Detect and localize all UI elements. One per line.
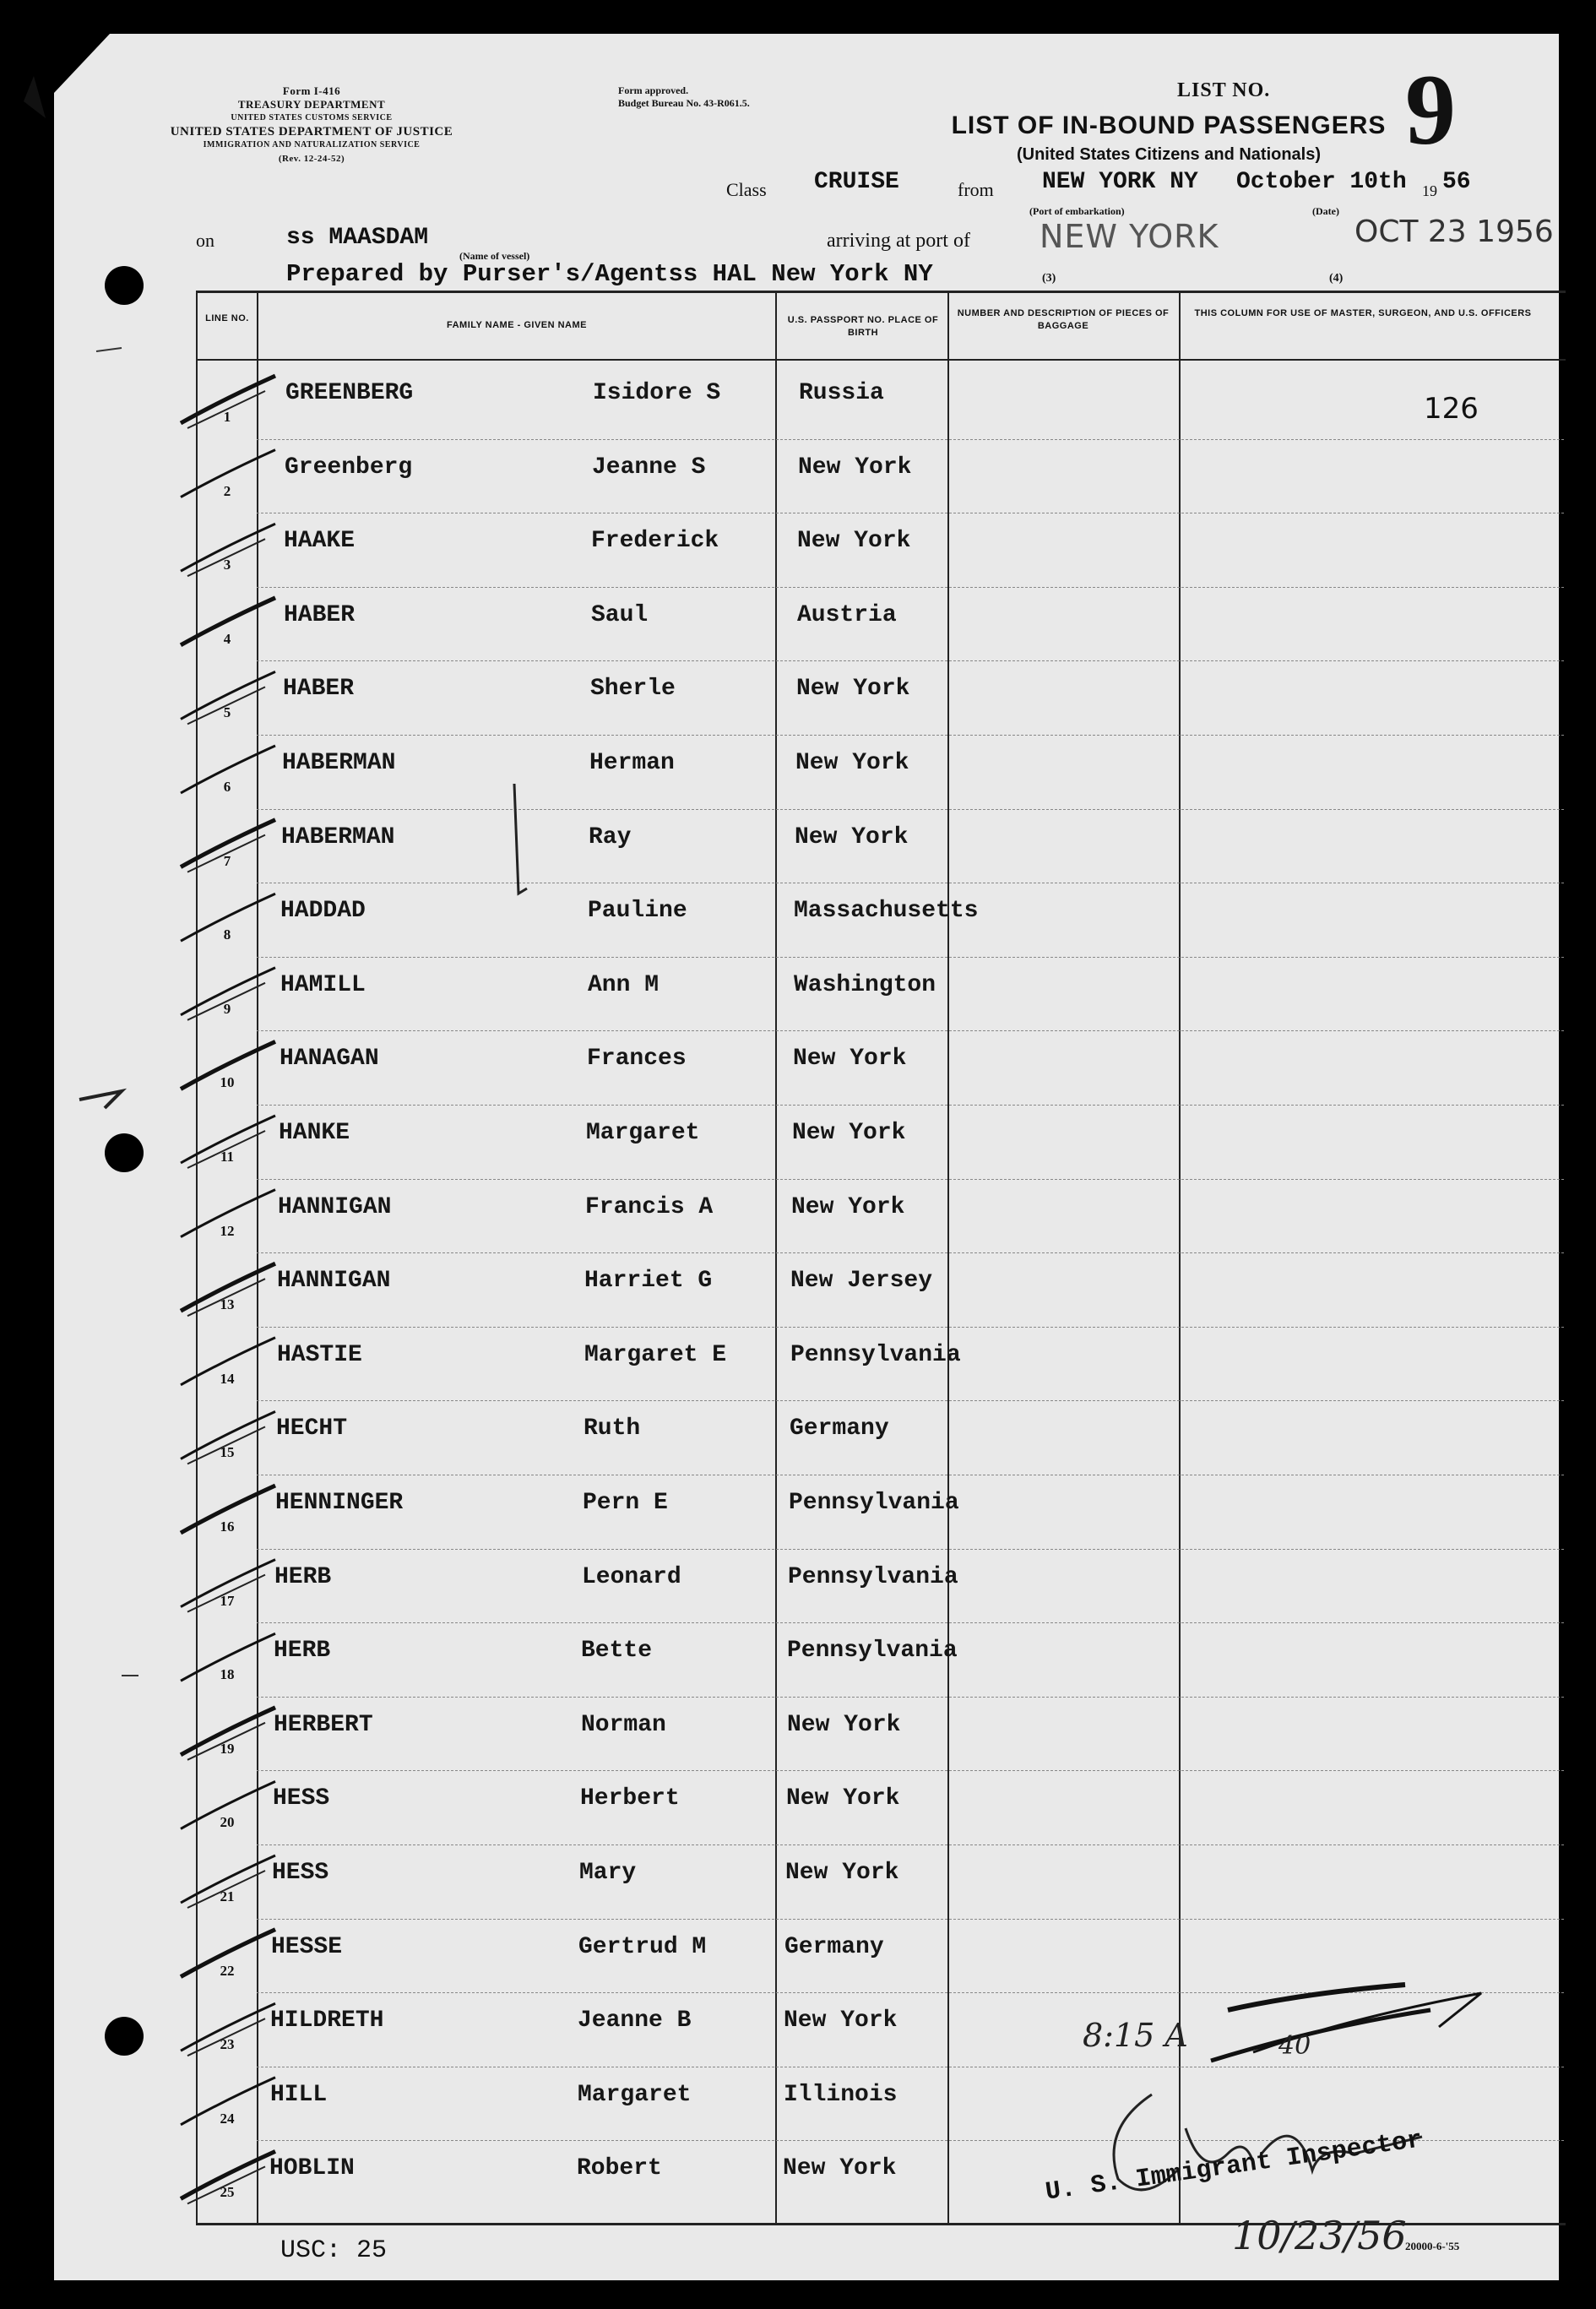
check-mark-stroke [187, 539, 265, 576]
family-name: HANKE [279, 1120, 350, 1146]
family-name: HOBLIN [269, 2155, 355, 2182]
line-number: 16 [220, 1519, 235, 1535]
family-name: HABERMAN [282, 750, 396, 776]
list-no-label: LIST NO. [1177, 79, 1271, 101]
line-number: 10 [220, 1074, 235, 1091]
arrival-port-stamp: NEW YORK [1040, 218, 1219, 255]
family-name: HABER [284, 601, 356, 628]
line-number: 23 [220, 2036, 235, 2053]
inspection-date: 10/23/56 [1232, 2213, 1407, 2258]
line-number: 21 [220, 1888, 235, 1904]
line-number: 11 [220, 1149, 235, 1165]
check-mark [181, 524, 275, 571]
check-mark [181, 1855, 275, 1903]
given-name: Frances [587, 1046, 687, 1073]
family-name: HASTIE [277, 1341, 362, 1368]
family-name: HANAGAN [280, 1046, 379, 1073]
year-value: 56 [1442, 169, 1471, 195]
given-name: Margaret E [584, 1341, 727, 1368]
check-mark [181, 1338, 275, 1385]
place-of-birth: Massachusetts [794, 898, 979, 925]
given-name: Mary [579, 1860, 637, 1886]
check-mark [181, 820, 275, 867]
place-of-birth: Pennsylvania [789, 1490, 959, 1516]
line-number: 3 [223, 557, 231, 573]
column-4-marker: (4) [1329, 272, 1344, 285]
col-header-baggage: NUMBER AND DESCRIPTION OF PIECES OF BAGGAGE [957, 308, 1170, 331]
list-no-stamp: 9 [1405, 53, 1456, 166]
customs-service: UNITED STATES CUSTOMS SERVICE [231, 113, 393, 122]
line-number: 20 [220, 1814, 235, 1831]
given-name: Leonard [582, 1563, 681, 1590]
given-name: Isidore S [593, 380, 721, 406]
given-name: Saul [591, 601, 649, 628]
port-embarkation-caption: (Port of embarkation) [1029, 205, 1125, 217]
department-justice: UNITED STATES DEPARTMENT OF JUSTICE [170, 125, 453, 139]
from-label: from [958, 179, 994, 200]
immigration-service: IMMIGRATION AND NATURALIZATION SERVICE [203, 140, 421, 149]
place-of-birth: Pennsylvania [790, 1341, 961, 1368]
given-name: Ruth [584, 1415, 641, 1442]
place-of-birth: New York [787, 1711, 901, 1738]
line-number: 2 [223, 482, 231, 499]
given-name: Margaret [578, 2081, 692, 2108]
family-name: HADDAD [280, 898, 366, 925]
arriving-label: arriving at port of [827, 230, 970, 252]
check-mark [181, 2003, 275, 2051]
place-of-birth: New York [798, 454, 912, 481]
place-of-birth: New York [784, 2007, 898, 2035]
check-mark [181, 376, 275, 423]
check-mark-stroke [187, 1723, 265, 1760]
line-number: 14 [220, 1370, 235, 1387]
family-name: GREENBERG [285, 380, 414, 406]
line-number: 6 [223, 779, 231, 795]
given-name: Bette [581, 1638, 653, 1665]
check-mark-stroke [187, 2018, 265, 2056]
check-mark [181, 598, 275, 645]
place-of-birth: New York [795, 823, 909, 850]
year-prefix: 19 [1422, 182, 1437, 199]
vessel-name: ss MAASDAM [286, 225, 429, 251]
handwritten-marks [54, 34, 1559, 2280]
line-number: 25 [220, 2184, 235, 2201]
given-name: Ray [589, 823, 632, 850]
class-label: Class [726, 179, 767, 200]
given-name: Herman [589, 750, 675, 776]
given-name: Pern E [583, 1490, 668, 1516]
family-name: HABER [283, 676, 355, 703]
check-mark [181, 1708, 275, 1755]
family-name: HAAKE [284, 528, 356, 555]
budget-bureau: Budget Bureau No. 43-R061.5. [618, 97, 750, 109]
given-name: Margaret [586, 1120, 700, 1146]
place-of-birth: Austria [797, 601, 897, 628]
place-of-birth: New York [791, 1193, 905, 1220]
check-mark [181, 1263, 275, 1311]
place-of-birth: Washington [794, 971, 936, 998]
family-name: HAMILL [280, 971, 366, 998]
officer-note: 126 [1424, 392, 1479, 426]
form-approved: Form approved. [618, 84, 689, 96]
form-revision: (Rev. 12-24-52) [278, 154, 345, 164]
given-name: Francis A [585, 1193, 714, 1220]
given-name: Ann M [588, 971, 660, 998]
place-of-birth: Pennsylvania [788, 1563, 958, 1590]
place-of-birth: Germany [784, 1933, 884, 1960]
line-number: 19 [220, 1740, 235, 1757]
prepared-by: Prepared by Purser's/Agentss HAL New York NY [286, 260, 933, 288]
line-number: 1 [223, 409, 231, 425]
check-mark [181, 968, 275, 1015]
place-of-birth: Germany [790, 1415, 889, 1442]
family-name: HERB [274, 1638, 331, 1665]
check-mark [181, 450, 275, 497]
check-mark [181, 746, 275, 793]
check-mark [181, 1116, 275, 1163]
inspection-time: 8:15 A [1083, 2017, 1188, 2054]
check-mark-stroke [187, 391, 265, 428]
line-number: 5 [223, 704, 231, 721]
footer-usc-count: USC: 25 [280, 2236, 388, 2265]
col-header-officers: THIS COLUMN FOR USE OF MASTER, SURGEON, AND U.S. OFFICERS [1194, 308, 1532, 318]
check-mark-stroke [187, 835, 265, 872]
vessel-caption: (Name of vessel) [459, 250, 530, 262]
line-number: 15 [220, 1444, 235, 1461]
place-of-birth: Illinois [784, 2081, 898, 2108]
check-mark-stroke [187, 1871, 265, 1908]
family-name: Greenberg [285, 454, 413, 481]
check-mark [181, 1633, 275, 1681]
check-mark [181, 894, 275, 941]
place-of-birth: New York [797, 528, 911, 555]
check-mark [181, 2151, 275, 2198]
line-number: 13 [220, 1296, 235, 1313]
check-mark-stroke [187, 1131, 265, 1168]
check-mark [181, 1190, 275, 1237]
class-value: CRUISE [814, 169, 899, 195]
place-of-birth: New York [795, 750, 909, 776]
line-number: 17 [220, 1592, 235, 1609]
family-name: HANNIGAN [278, 1193, 392, 1220]
check-mark-stroke [187, 1279, 265, 1316]
given-name: Jeanne B [578, 2007, 692, 2035]
col-header-name: FAMILY NAME - GIVEN NAME [446, 320, 588, 330]
place-of-birth: New York [796, 676, 910, 703]
place-of-birth: Russia [799, 380, 884, 406]
date-value: October 10th [1236, 169, 1407, 195]
department-treasury: TREASURY DEPARTMENT [237, 98, 386, 111]
check-mark [181, 1781, 275, 1828]
place-of-birth: New York [785, 1860, 899, 1886]
place-of-birth: New York [786, 1785, 900, 1812]
family-name: HESSE [271, 1933, 343, 1960]
family-name: HENNINGER [275, 1490, 404, 1516]
line-number: 9 [223, 1000, 231, 1017]
place-of-birth: New Jersey [790, 1268, 933, 1295]
given-name: Gertrud M [578, 1933, 707, 1960]
place-of-birth: New York [783, 2155, 897, 2182]
family-name: HILL [270, 2081, 328, 2108]
check-mark [181, 2078, 275, 2125]
col-header-line-no: LINE NO. [205, 313, 249, 323]
place-of-birth: New York [793, 1046, 907, 1073]
check-mark [181, 1041, 275, 1089]
family-name: HESS [272, 1860, 329, 1886]
check-mark-stroke [187, 1426, 265, 1464]
given-name: Jeanne S [592, 454, 706, 481]
check-mark [181, 1486, 275, 1533]
check-mark-stroke [187, 1575, 265, 1612]
svg-text:40: 40 [1278, 2031, 1311, 2061]
given-name: Herbert [580, 1785, 680, 1812]
check-mark [181, 1411, 275, 1459]
check-mark-stroke [187, 2166, 265, 2203]
family-name: HERB [274, 1563, 332, 1590]
family-name: HABERMAN [281, 823, 395, 850]
footer-print-code: 20000-6-'55 [1405, 2240, 1460, 2252]
line-number: 24 [220, 2110, 235, 2127]
form-subtitle: (United States Citizens and Nationals) [1016, 145, 1322, 164]
line-number: 12 [220, 1222, 235, 1239]
place-of-birth: New York [792, 1120, 906, 1146]
family-name: HESS [273, 1785, 330, 1812]
form-title: LIST OF IN-BOUND PASSENGERS [951, 111, 1387, 139]
family-name: HANNIGAN [277, 1268, 391, 1295]
col-header-passport: U.S. PASSPORT NO. PLACE OF BIRTH [787, 315, 939, 338]
date-caption: (Date) [1312, 205, 1339, 217]
line-number: 4 [223, 630, 231, 647]
column-3-marker: (3) [1042, 272, 1056, 285]
from-value: NEW YORK NY [1042, 169, 1198, 195]
given-name: Harriet G [584, 1268, 713, 1295]
line-number: 7 [223, 852, 231, 869]
check-mark [181, 1560, 275, 1607]
family-name: HECHT [276, 1415, 348, 1442]
form-number: Form I-416 [282, 84, 341, 97]
form-sheet [54, 34, 1559, 2280]
family-name: HILDRETH [270, 2007, 384, 2035]
given-name: Robert [577, 2155, 662, 2182]
given-name: Frederick [591, 528, 719, 555]
check-mark-stroke [187, 687, 265, 724]
given-name: Norman [581, 1711, 666, 1738]
given-name: Pauline [588, 898, 687, 925]
check-mark [181, 671, 275, 719]
check-mark [181, 1930, 275, 1977]
on-label: on [196, 230, 214, 251]
arrival-date-stamp: OCT 23 1956 [1354, 215, 1554, 249]
inspector-title-stamp: U. S. Immigrant Inspector [1044, 2126, 1425, 2208]
line-number: 8 [223, 926, 231, 943]
line-number: 18 [220, 1666, 235, 1683]
check-mark-stroke [187, 983, 265, 1020]
family-name: HERBERT [274, 1711, 373, 1738]
given-name: Sherle [590, 676, 676, 703]
place-of-birth: Pennsylvania [787, 1638, 958, 1665]
line-number: 22 [220, 1962, 235, 1979]
